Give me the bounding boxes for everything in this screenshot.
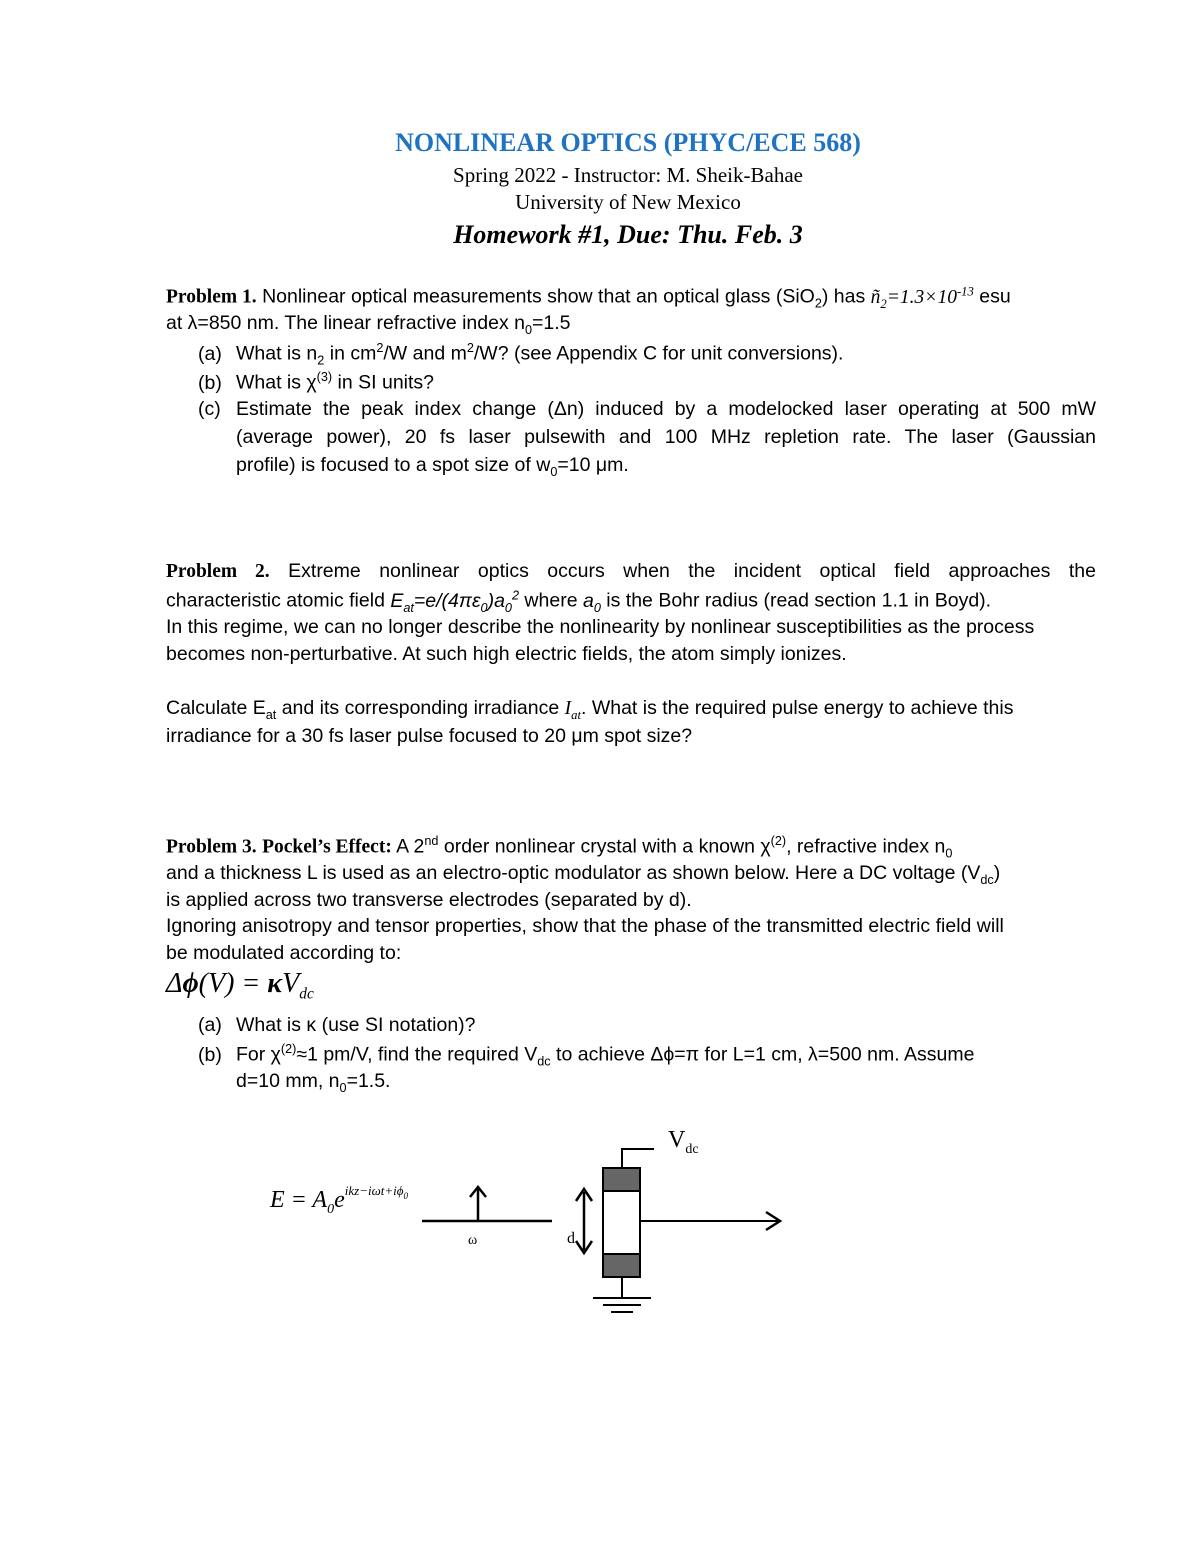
vdc-label: $V_{dc}$ bbox=[668, 1127, 699, 1157]
problem2-line3: In this regime, we can no longer describe the nonlinearity by nonlinear susceptibilities as the process bbox=[166, 616, 1035, 638]
bottom-electrode bbox=[603, 1254, 640, 1277]
problem2-line4: becomes non-perturbative. At such high electric fields, the atom simply ionizes. bbox=[166, 643, 847, 665]
problem3-line5: be modulated according to: bbox=[166, 942, 402, 964]
top-electrode bbox=[603, 1168, 640, 1191]
problem1-part-b: (b) What is $\chi^{(3)}$ in SI units? bbox=[198, 370, 435, 394]
problem2-line5: Calculate $E_{at}$ and its corresponding irradiance $I_{at}$. What is the required pulse energy to achieve this bbox=[166, 697, 1014, 722]
problem3-part-b-line2: d=10 mm, $n_0=1.5$. bbox=[236, 1070, 391, 1095]
problem3-line1: Problem 3. Pockel’s Effect: A 2nd order nonlinear crystal with a known $\chi^{(2)}$, refractive index $n_0$ bbox=[166, 834, 953, 861]
university-line: University of New Mexico bbox=[515, 190, 741, 214]
problem1-line2: at λ=850 nm. The linear refractive index $n_0=1.5$ bbox=[166, 312, 571, 337]
field-equation: $E = A_0e^{ikz-i\omega t+i\phi}0$ bbox=[270, 1183, 408, 1217]
phase-equation: $\Delta\phi(V) = \kappa V_{dc}$ bbox=[166, 968, 314, 1003]
problem2-line1: Problem 2. Extreme nonlinear optics occurs when the incident optical field approaches the bbox=[166, 560, 1096, 582]
problem1-part-c-line3: profile) is focused to a spot size of $w_0=10$ μm. bbox=[236, 454, 629, 479]
problem3-part-a: (a) What is κ (use SI notation)? bbox=[198, 1014, 476, 1036]
problem2-line2: characteristic atomic field $E_{at}=e/(4\pi\varepsilon_0)a_0^2$ where $a_0$ is the Bohr radius (read section 1.1 in Boyd). bbox=[166, 588, 992, 615]
problem3-line2: and a thickness L is used as an electro-optic modulator as shown below. Here a DC voltage $(V_{dc})$ bbox=[166, 862, 1001, 887]
problem1-part-c-line2: (average power), 20 fs laser pulsewith and 100 MHz repletion rate. The laser (Gaussian bbox=[236, 426, 1096, 448]
homework-heading: Homework #1, Due: Thu. Feb. 3 bbox=[453, 220, 803, 249]
problem3-line3: is applied across two transverse electrodes (separated by d). bbox=[166, 889, 692, 911]
semester-line: Spring 2022 - Instructor: M. Sheik-Bahae bbox=[453, 163, 803, 187]
problem1-part-c-line1: (c) Estimate the peak index change (Δn) induced by a modelocked laser operating at 500 mW bbox=[198, 398, 1096, 420]
problem1-part-a: (a) What is $n_2$ in $cm^2/W$ and $m^2/W$? (see Appendix C for unit conversions). bbox=[198, 341, 844, 368]
omega-label: ω bbox=[468, 1233, 478, 1248]
course-title: NONLINEAR OPTICS (PHYC/ECE 568) bbox=[395, 128, 861, 157]
problem3-part-b-line1: (b) For $\chi^{(2)}\approx 1$ pm/V, find the required $V_{dc}$ to achieve Δϕ=π for L=1 cm, λ=500 nm. Assume bbox=[198, 1042, 975, 1069]
d-label: d bbox=[567, 1230, 575, 1247]
vdc-wire bbox=[622, 1149, 654, 1168]
problem3-line4: Ignoring anisotropy and tensor properties, show that the phase of the transmitted electric field will bbox=[166, 915, 1004, 937]
problem1-line1: Problem 1. Nonlinear optical measurements show that an optical glass (SiO$_2$) has $ñ_2=1.3\times 10^{-13}$ esu bbox=[166, 284, 1011, 311]
problem2-line6: irradiance for a 30 fs laser pulse focused to 20 μm spot size? bbox=[166, 725, 693, 747]
